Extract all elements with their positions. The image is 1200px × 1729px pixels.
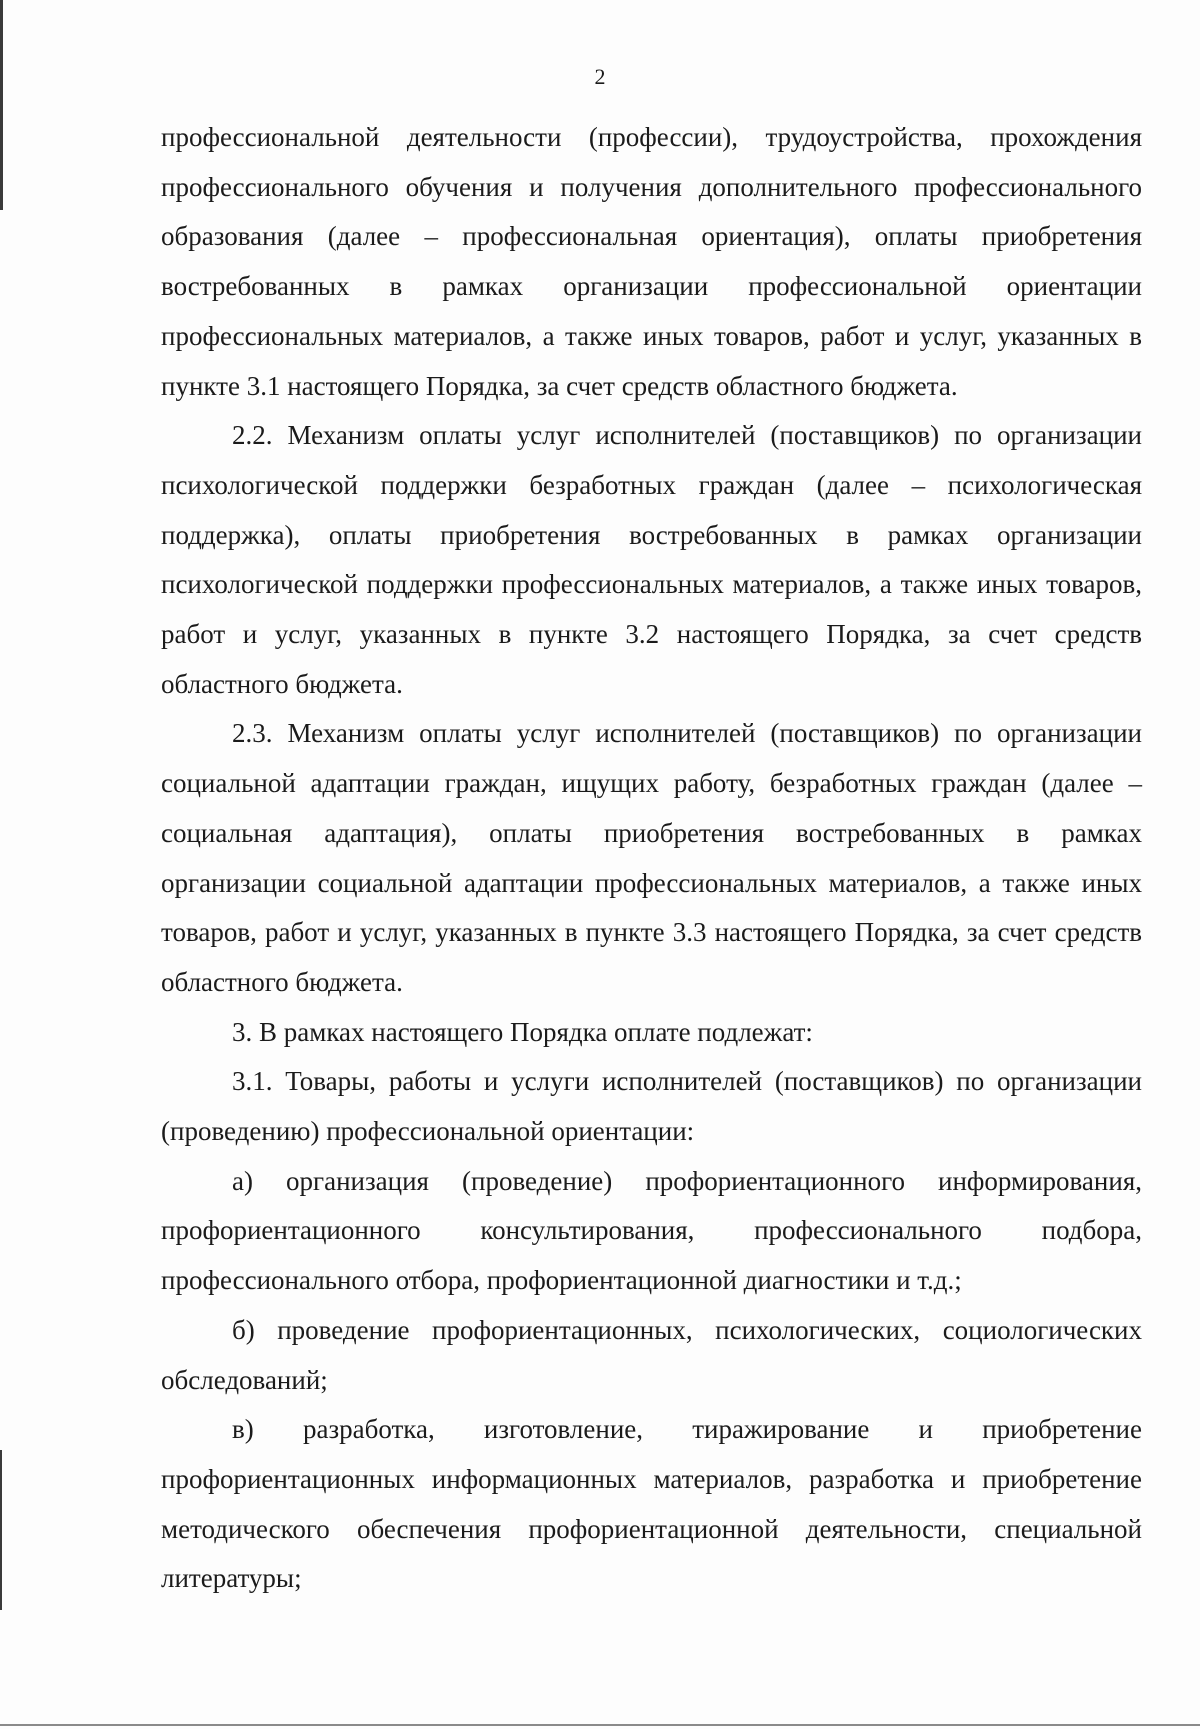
scan-edge-bottom	[0, 1724, 1200, 1726]
paragraph-3-1: 3.1. Товары, работы и услуги исполнителей (поставщиков) по организации (проведению) профессиональной ориентации:	[161, 1066, 1142, 1147]
paragraph-item-b: б) проведение профориентационных, психологических, социологических обследований;	[161, 1314, 1142, 1395]
scan-edge-left-lower	[0, 1450, 2, 1610]
document-body	[161, 113, 1142, 1604]
paragraph-continuation: профессиональной деятельности (профессии), трудоустройства, прохождения профессионального обучения и получения дополнительного профессионального образования (далее – профессиональная ориентация), оплаты приобретения востребованных в рамках организации профессиональной ориентации профессиональных материалов, а также иных товаров, работ и услуг, указанных в пункте 3.1 настоящего Порядка, за счет средств областного бюджета.	[161, 122, 1142, 401]
paragraph-2-3: 2.3. Механизм оплаты услуг исполнителей (поставщиков) по организации социальной адаптации граждан, ищущих работу, безработных граждан (далее – социальная адаптация), оплаты приобретения востребованных в рамках организации социальной адаптации профессиональных материалов, а также иных товаров, работ и услуг, указанных в пункте 3.3 настоящего Порядка, за счет средств областного бюджета.	[161, 718, 1142, 997]
paragraph-3: 3. В рамках настоящего Порядка оплате подлежат:	[232, 1016, 813, 1047]
paragraph-2-2: 2.2. Механизм оплаты услуг исполнителей (поставщиков) по организации психологической поддержки безработных граждан (далее – психологическая поддержка), оплаты приобретения востребованных в рамках организации психологической поддержки профессиональных материалов, а также иных товаров, работ и услуг, указанных в пункте 3.2 настоящего Порядка, за счет средств областного бюджета.	[161, 420, 1142, 699]
paragraph-item-v: в) разработка, изготовление, тиражирование и приобретение профориентационных информационных материалов, разработка и приобретение методического обеспечения профориентационной деятельности, специальной литературы;	[161, 1414, 1142, 1594]
page-number: 2	[594, 64, 606, 89]
scan-edge-left	[0, 0, 3, 210]
paragraph-item-a: а) организация (проведение) профориентационного информирования, профориентационного консультирования, профессионального подбора, профессионального отбора, профориентационной диагностики и т.д.;	[161, 1165, 1142, 1296]
